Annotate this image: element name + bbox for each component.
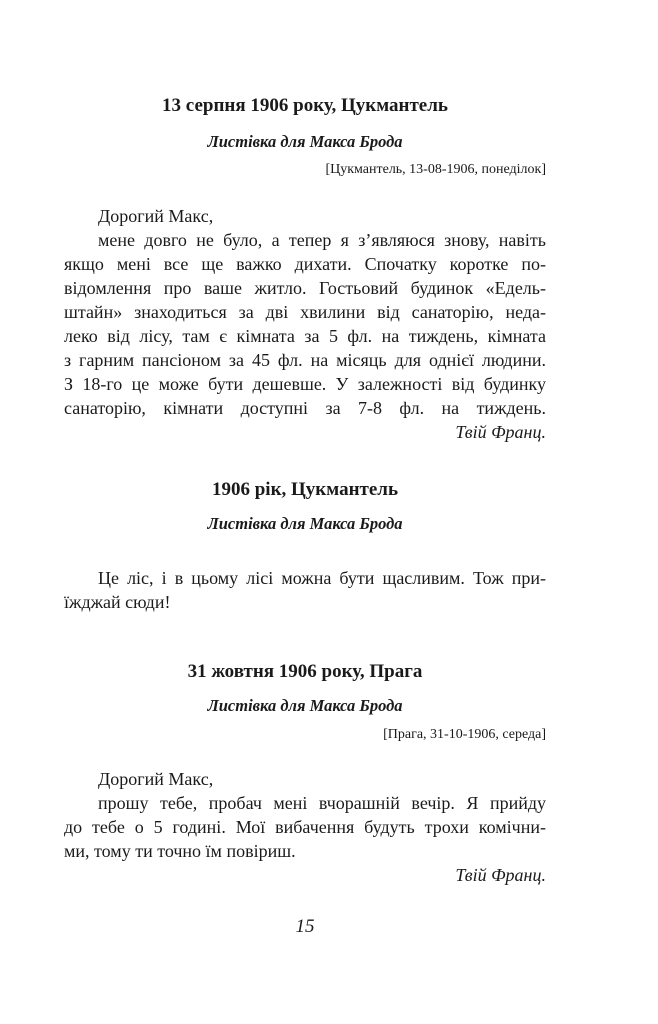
letter-meta: [Цукмантель, 13-08-1906, понеділок] [325,162,546,177]
letter-line: Це ліс, і в цьому лісі можна бути щасливим. Тож при- [98,568,546,588]
letter-line: відомлення про ваше житло. Гостьовий будинок «Едель- [64,278,546,298]
letter-line: з гарним пансіоном за 45 фл. на місяць для однієї людини. [64,350,546,370]
letter-line: прошу тебе, пробач мені вчорашній вечір. Я прийду [98,793,546,813]
letter-line: Дорогий Макс, [98,769,214,789]
letter-line: їжджай сюди! [64,592,171,612]
letter-line: леко від лісу, там є кімната за 5 фл. на тиждень, кімната [64,326,546,346]
letter-line: штайн» знаходиться за дві хвилини від санаторію, неда- [64,302,546,322]
letter-heading: 31 жовтня 1906 року, Прага [187,661,423,682]
letter-line: санаторію, кімнати доступні за 7-8 фл. на тиждень. [64,398,546,418]
letter-line: З 18-го це може бути дешевше. У залежності від будинку [64,374,546,394]
letter-line: до тебе о 5 годині. Мої вибачення будуть трохи комічни- [64,817,546,837]
letter-meta: [Прага, 31-10-1906, середа] [383,727,546,742]
letter-line: якщо мені все ще важко дихати. Спочатку коротке по- [64,254,546,274]
page-number: 15 [295,916,315,937]
letter-heading: 1906 рік, Цукмантель [211,479,398,500]
letter-heading: 13 серпня 1906 року, Цукмантель [162,95,448,116]
letter-subheading: Листівка для Макса Брода [207,514,403,533]
letter-subheading: Листівка для Макса Брода [207,696,403,715]
letter-signature: Твій Франц. [455,422,546,442]
letter-subheading: Листівка для Макса Брода [207,132,403,151]
letter-line: ми, тому ти точно їм повіриш. [64,841,296,861]
letter-line: Дорогий Макс, [98,206,214,226]
letter-line: мене довго не було, а тепер я з’являюся знову, навіть [98,230,546,250]
letter-signature: Твій Франц. [455,865,546,885]
